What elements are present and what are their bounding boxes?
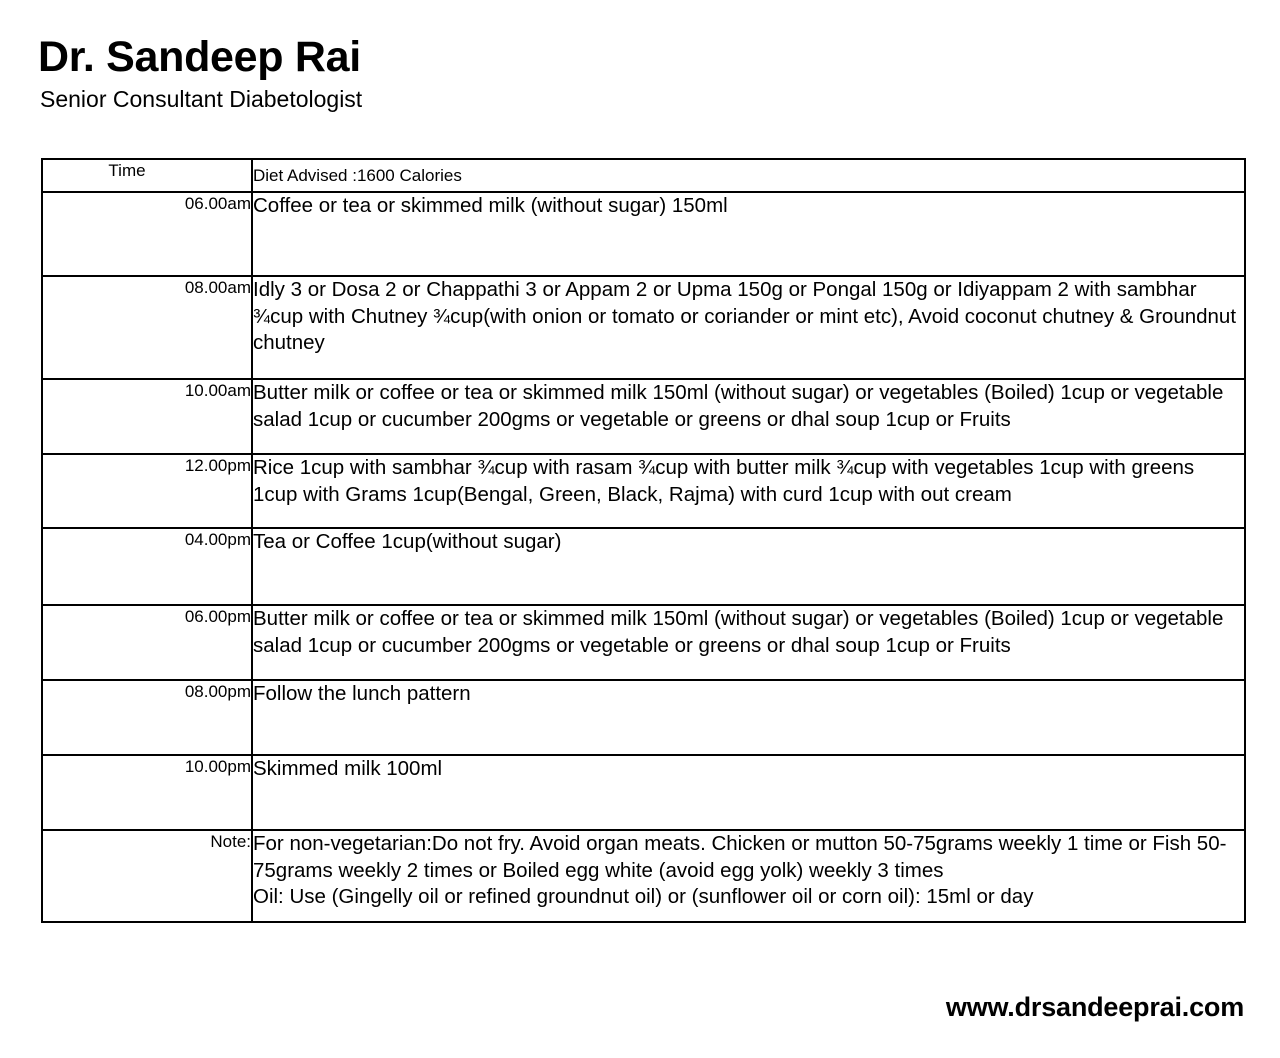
row-diet-content	[252, 192, 1245, 276]
table-row	[42, 276, 1245, 379]
diet-line: Skimmed milk 100ml	[253, 757, 443, 780]
note-line: For non-vegetarian:Do not fry. Avoid organ meats. Chicken or mutton 50-75grams weekly 1 time or Fish 50-75grams weekly 2 times or Boiled egg white (avoid egg yolk) weekly 3 times	[253, 832, 1227, 882]
note-content	[252, 830, 1245, 922]
row-time-label: 06.00pm	[42, 605, 252, 680]
diet-line: Tea or Coffee 1cup(without sugar)	[253, 530, 562, 553]
row-diet-content	[252, 605, 1245, 680]
row-diet-content	[252, 454, 1245, 528]
diet-line: Coffee or tea or skimmed milk (without sugar) 150ml	[253, 194, 728, 217]
diet-line: Butter milk or coffee or tea or skimmed milk 150ml (without sugar) or vegetables (Boiled) 1cup or vegetable salad 1cup or cucumber 200gms or vegetable or greens or dhal soup 1cup or Fruits	[253, 381, 1224, 431]
diet-table-container	[41, 158, 1244, 923]
row-time-label: 10.00pm	[42, 755, 252, 830]
row-time-label: 10.00am	[42, 379, 252, 454]
table-row	[42, 379, 1245, 454]
row-time-label: 06.00am	[42, 192, 252, 276]
row-time-label: 08.00pm	[42, 680, 252, 755]
diet-line: Idly 3 or Dosa 2 or Chappathi 3 or Appam 2 or Upma 150g or Pongal 150g or Idiyappam 2 with sambhar ¾cup with Chutney ¾cup(with onion or tomato or coriander or mint etc), Avoid coconut chutney & Groundnut chutney	[253, 278, 1237, 355]
table-row	[42, 528, 1245, 605]
table-row	[42, 192, 1245, 276]
diet-advice-table	[41, 158, 1246, 923]
row-diet-content	[252, 680, 1245, 755]
table-header-row	[42, 159, 1245, 192]
row-diet-content	[252, 276, 1245, 379]
row-time-label: 08.00am	[42, 276, 252, 379]
table-row	[42, 454, 1245, 528]
table-row	[42, 680, 1245, 755]
diet-line: Butter milk or coffee or tea or skimmed milk 150ml (without sugar) or vegetables (Boiled) 1cup or vegetable salad 1cup or cucumber 200gms or vegetable or greens or dhal soup 1cup or Fruits	[253, 607, 1224, 657]
row-time-label: 04.00pm	[42, 528, 252, 605]
row-time-label: 12.00pm	[42, 454, 252, 528]
column-header-time: Time	[42, 159, 252, 192]
column-header-diet: Diet Advised :1600 Calories	[252, 159, 1245, 192]
row-diet-content	[252, 379, 1245, 454]
table-row	[42, 605, 1245, 680]
website-footer: www.drsandeeprai.com	[945, 992, 1244, 1022]
note-line: Oil: Use (Gingelly oil or refined groundnut oil) or (sunflower oil or corn oil): 15ml or day	[253, 885, 1034, 909]
table-row	[42, 755, 1245, 830]
table-row-note	[42, 830, 1245, 922]
letterhead	[38, 33, 838, 112]
row-diet-content	[252, 528, 1245, 605]
page-title: Dr. Sandeep Rai	[38, 33, 361, 81]
row-diet-content	[252, 755, 1245, 830]
diet-line: Follow the lunch pattern	[253, 682, 471, 705]
diet-line: Rice 1cup with sambhar ¾cup with rasam ¾cup with butter milk ¾cup with vegetables 1cup with greens 1cup with Grams 1cup(Bengal, Green, Black, Rajma) with curd 1cup with out cream	[253, 456, 1195, 506]
doctor-subtitle: Senior Consultant Diabetologist	[40, 86, 363, 112]
note-label: Note:	[42, 830, 252, 922]
